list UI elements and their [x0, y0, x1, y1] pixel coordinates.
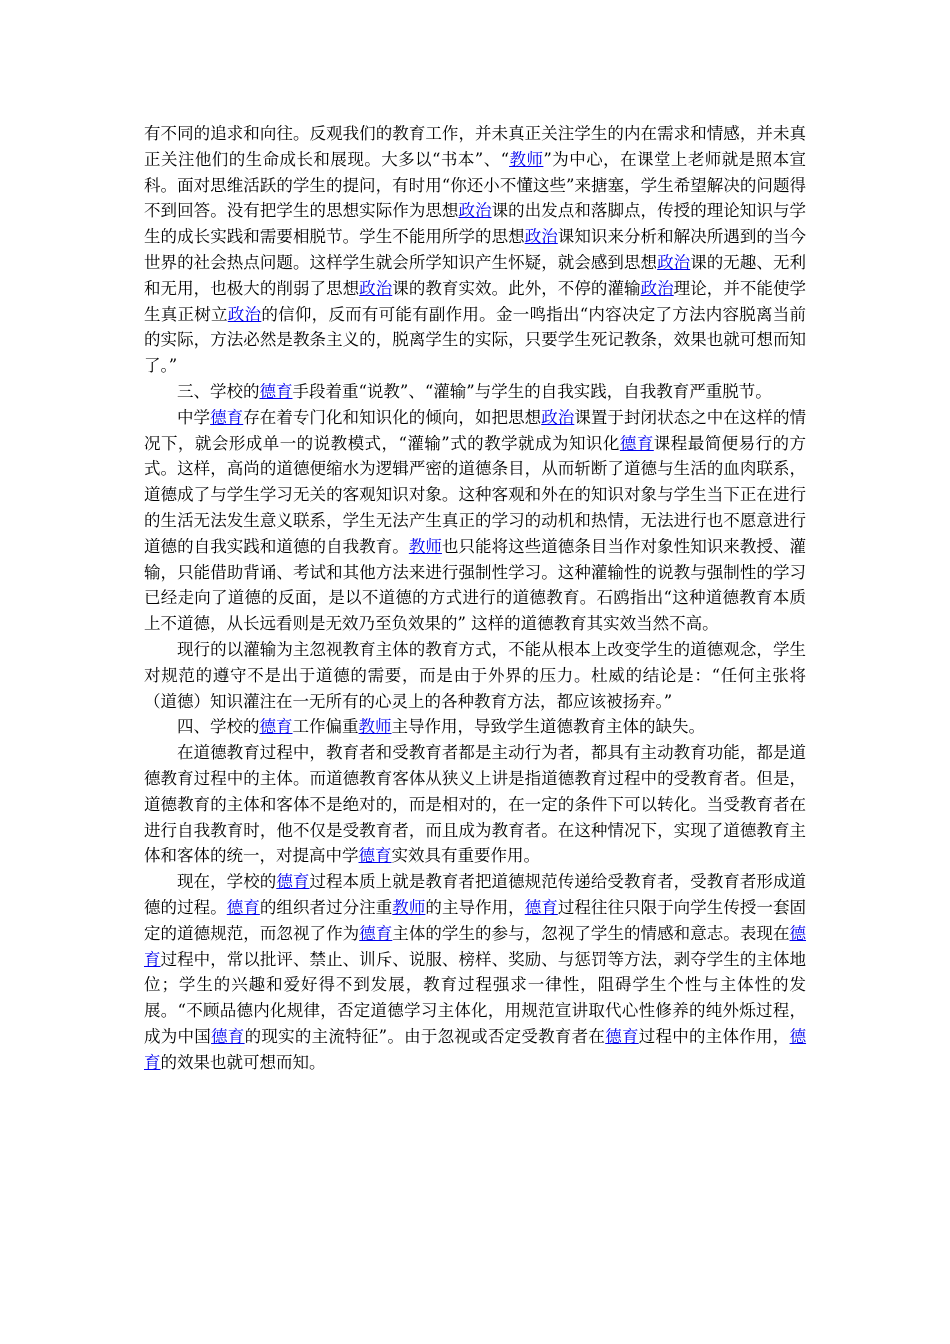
- keyword-link[interactable]: 政治: [640, 278, 674, 298]
- keyword-link[interactable]: 政治: [541, 407, 575, 427]
- paragraph-text: 主体的学生的参与，忽视了学生的情感和意志。表现在: [392, 923, 790, 943]
- keyword-link[interactable]: 德育: [226, 897, 260, 917]
- paragraph-text: 四、学校的: [177, 717, 260, 737]
- paragraph-text: 课的教育实效。此外，不停的灌输: [392, 278, 641, 298]
- keyword-link[interactable]: 德育: [276, 872, 310, 892]
- keyword-link[interactable]: 德育: [210, 407, 244, 427]
- paragraph-text: 有不同的追求和向往。反观我们的教育工作，并未真正关注学生的内在需求和情感，并未真正关注他们的生命成长和展现。大多以“书本”、“: [144, 124, 806, 169]
- keyword-link[interactable]: 教师: [358, 717, 392, 737]
- paragraph-text: 三、学校的: [177, 381, 260, 401]
- keyword-link[interactable]: 德育: [144, 1026, 807, 1072]
- paragraph-text: ”为中心，在课堂上老师就是照本宣科。面对思维活跃的学生的提问，有时用“你还小不懂这些”来搪塞，学生希望解决的问题得不到回答。没有把学生的思想实际作为思想: [144, 149, 807, 221]
- document-body: [144, 121, 806, 1075]
- keyword-link[interactable]: 德育: [605, 1026, 639, 1046]
- keyword-link[interactable]: 政治: [524, 227, 558, 247]
- paragraph: [144, 637, 806, 714]
- paragraph-text: 课的出发点和落脚点，传授的理论知识与学生的成长实践和需要相脱节。学生不能用所学的思想: [144, 201, 807, 247]
- paragraph-text: 过程中，常以批评、禁止、训斥、说服、榜样、奖励、与惩罚等方法，剥夺学生的主体地位；学生的兴趣和爱好得不到发展，教育过程强求一律性，阻碍学生个性与主体性的发展。“不顾品德内化规律，否定道德学习主体化，用规范宣讲取代心性修养的纯外烁过程，成为中国: [144, 949, 807, 1046]
- paragraph: [144, 714, 806, 740]
- paragraph-text: 也只能将这些道德条目当作对象性知识来教授、灌输，只能借助背诵、考试和其他方法来进行强制性学习。这种灌输性的说教与强制性的学习已经走向了道德的反面，是以不道德的方式进行的道德教育。石鸥指出“这种道德教育本质上不道德，从长远看则是无效乃至负效果的” 这样的道德教育其实效当然不高。: [144, 536, 807, 634]
- paragraph-text: 在道德教育过程中，教育者和受教育者都是主动行为者，都具有主动教育功能，都是道德教育过程中的主体。而道德教育客体从狭义上讲是指道德教育过程中的受教育者。但是，道德教育的主体和客体不是绝对的，而是相对的，在一定的条件下可以转化。当受教育者在进行自我教育时，他不仅是受教育者，而且成为教育者。在这种情况下，实现了道德教育主体和客体的统一，对提高中学: [144, 743, 806, 866]
- paragraph-text: 主导作用，导致学生道德教育主体的缺失。: [391, 717, 705, 737]
- paragraph-text: 现在，学校的: [177, 872, 277, 892]
- paragraph-text: 现行的以灌输为主忽视教育主体的教育方式，不能从根本上改变学生的道德观念，学生对规范的遵守不是出于道德的需要，而是由于外界的压力。杜威的结论是：“任何主张将（道德）知识灌注在一无所有的心灵上的各种教育方法，都应该被扬弃。”: [144, 639, 806, 711]
- keyword-link[interactable]: 教师: [509, 149, 544, 169]
- keyword-link[interactable]: 政治: [227, 304, 262, 324]
- keyword-link[interactable]: 德育: [211, 1026, 245, 1046]
- paragraph-text: 实效具有重要作用。: [391, 846, 540, 866]
- keyword-link[interactable]: 德育: [359, 923, 393, 943]
- keyword-link[interactable]: 德育: [144, 923, 807, 969]
- paragraph-text: 工作偏重: [292, 717, 359, 737]
- paragraph-text: 手段着重“说教”、“灌输”与学生的自我实践，自我教育严重脱节。: [292, 381, 772, 401]
- paragraph-text: 的现实的主流特征”。由于忽视或否定受教育者在: [244, 1026, 606, 1046]
- paragraph-text: 的信仰，反而有可能有副作用。金一鸣指出“内容决定了方法内容脱离当前的实际，方法必然是教条主义的，脱离学生的实际，只要学生死记教条，效果也就可想而知了。”: [144, 304, 807, 376]
- paragraph-text: 过程中的主体作用，: [638, 1026, 790, 1046]
- keyword-link[interactable]: 德育: [358, 846, 392, 866]
- keyword-link[interactable]: 教师: [408, 536, 442, 556]
- paragraph: [144, 405, 806, 637]
- paragraph: [144, 740, 806, 869]
- paragraph-text: 课知识来分析和解决所遇到的当今世界的社会热点问题。这样学生就会所学知识产生怀疑，就会感到思想: [144, 227, 807, 272]
- paragraph: [144, 869, 806, 1075]
- keyword-link[interactable]: 政治: [458, 201, 492, 221]
- paragraph-text: 课置于封闭状态之中在这样的情况下，就会形成单一的说教模式，“灌输”式的教学就成为知识化: [144, 407, 807, 453]
- paragraph-text: 中学: [177, 407, 211, 427]
- keyword-link[interactable]: 德育: [259, 717, 293, 737]
- paragraph-text: 的主导作用，: [425, 897, 525, 917]
- paragraph-text: 过程本质上就是教育者把道德规范传递给受教育者，受教育者形成道德的过程。: [144, 872, 807, 917]
- paragraph-text: 理论，并不能使学生真正树立: [144, 278, 807, 324]
- paragraph-text: 课程最简便易行的方式。这样，高尚的道德便缩水为逻辑严密的道德条目，从而斩断了道德与生活的血肉联系，道德成了与学生学习无关的客观知识对象。这种客观和外在的知识对象与学生当下正在进行的生活无法发生意义联系，学生无法产生真正的学习的动机和热情，无法进行也不愿意进行道德的自我实践和道德的自我教育。: [144, 433, 807, 556]
- paragraph-text: 课的无趣、无利和无用，也极大的削弱了思想: [144, 252, 807, 298]
- keyword-link[interactable]: 教师: [392, 897, 426, 917]
- paragraph-text: 过程往往只限于向学生传授一套固定的道德规范，而忽视了作为: [144, 897, 807, 943]
- paragraph-text: 的效果也就可想而知。: [160, 1052, 326, 1072]
- paragraph: [144, 379, 806, 405]
- paragraph: [144, 121, 806, 379]
- paragraph-text: 存在着专门化和知识化的倾向，如把思想: [243, 407, 542, 427]
- keyword-link[interactable]: 德育: [619, 433, 654, 453]
- keyword-link[interactable]: 德育: [524, 897, 558, 917]
- paragraph-text: 的组织者过分注重: [259, 897, 393, 917]
- keyword-link[interactable]: 政治: [657, 252, 691, 272]
- keyword-link[interactable]: 德育: [259, 381, 293, 401]
- keyword-link[interactable]: 政治: [359, 278, 393, 298]
